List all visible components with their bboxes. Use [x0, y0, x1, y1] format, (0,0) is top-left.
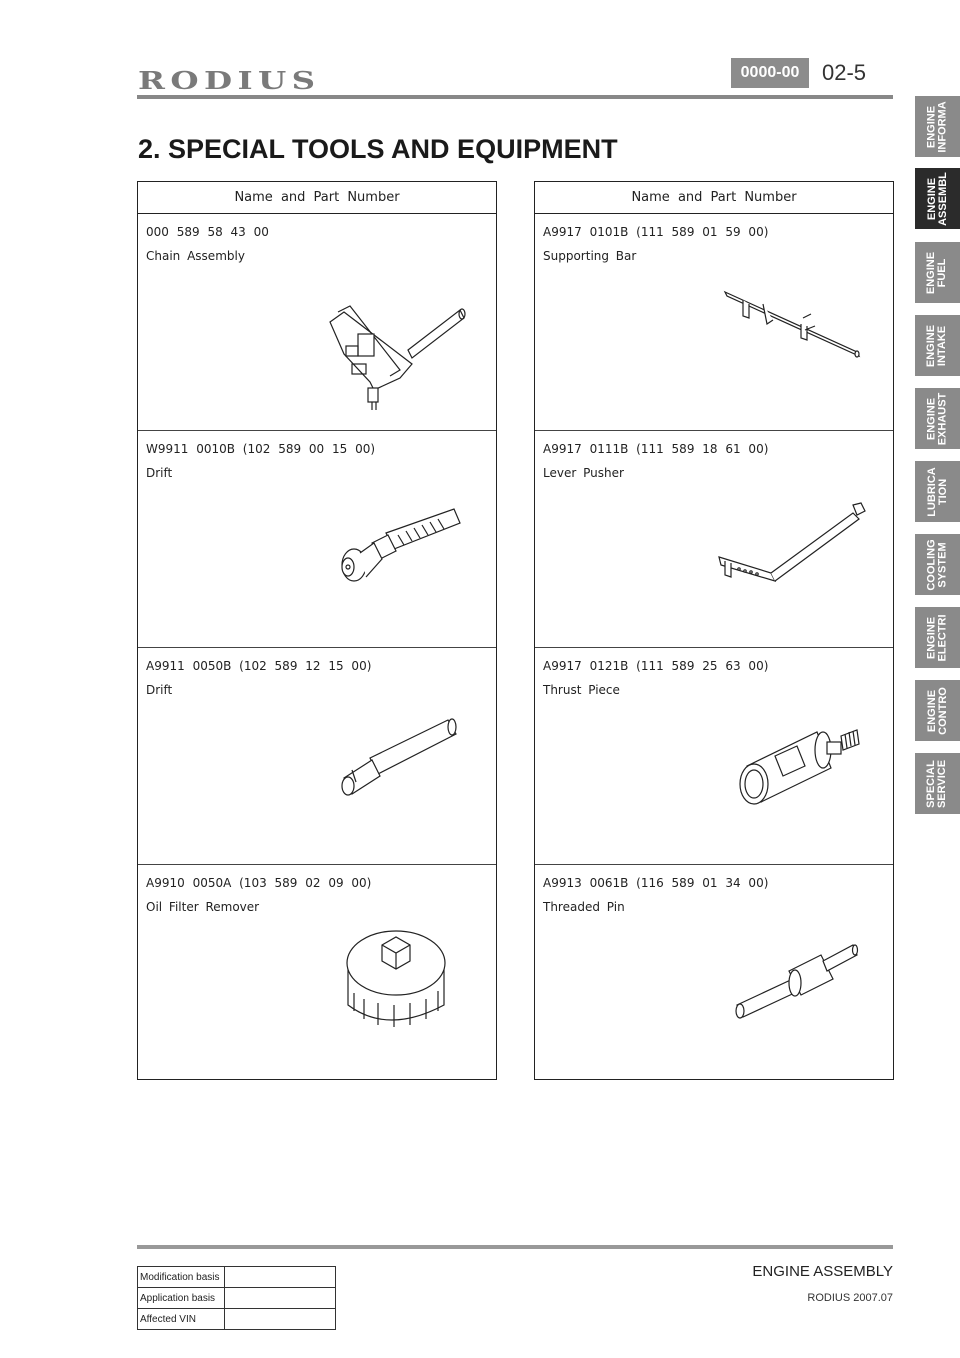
section-code-badge: 0000-00: [731, 58, 809, 88]
application-basis-value: [225, 1288, 336, 1309]
tab-lubrication[interactable]: LUBRICA TION: [915, 461, 960, 522]
tool-cell: [138, 214, 496, 431]
section-title: 2. SPECIAL TOOLS AND EQUIPMENT: [138, 134, 618, 164]
tool-name: Threaded Pin: [543, 900, 625, 914]
tool-cell: [535, 214, 893, 431]
tool-name: Oil Filter Remover: [146, 900, 260, 914]
tab-engine-exhaust[interactable]: ENGINE EXHAUST: [915, 388, 960, 449]
affected-vin-label: Affected VIN: [138, 1309, 225, 1330]
tool-cell: [138, 431, 496, 648]
part-number: A9910 0050A (103 589 02 09 00): [146, 876, 372, 890]
tab-engine-electrical[interactable]: ENGINE ELECTRI: [915, 607, 960, 668]
part-number: A9911 0050B (102 589 12 15 00): [146, 659, 372, 673]
lever-pusher-illustration: [535, 431, 891, 648]
part-number: A9917 0111B (111 589 18 61 00): [543, 442, 769, 456]
tab-engine-assembly[interactable]: ENGINE ASSEMBL: [915, 168, 960, 229]
tool-cell: [535, 431, 893, 648]
threaded-pin-illustration: [535, 865, 891, 1082]
modification-table: [137, 1266, 336, 1330]
modification-basis-label: Modification basis: [138, 1267, 225, 1288]
supporting-bar-illustration: [535, 214, 891, 431]
tool-name: Lever Pusher: [543, 466, 624, 480]
page-number: 02-5: [822, 60, 867, 85]
tools-table-right: [534, 181, 894, 1080]
affected-vin-value: [225, 1309, 336, 1330]
tool-cell: [138, 648, 496, 865]
tool-name: Supporting Bar: [543, 249, 637, 263]
oil-filter-remover-illustration: [138, 865, 498, 1082]
tab-cooling-system[interactable]: COOLING SYSTEM: [915, 534, 960, 595]
thrust-piece-illustration: [535, 648, 891, 865]
tools-table-left: [137, 181, 497, 1080]
table-header: Name and Part Number: [138, 182, 496, 214]
drift-illustration: [138, 648, 498, 865]
tab-engine-fuel[interactable]: ENGINE FUEL: [915, 242, 960, 303]
table-header: Name and Part Number: [535, 182, 893, 214]
modification-basis-value: [225, 1267, 336, 1288]
tool-cell: [535, 648, 893, 865]
tab-special-service[interactable]: SPECIAL SERVICE: [915, 753, 960, 814]
tool-name: Thrust Piece: [543, 683, 620, 697]
table-row: [138, 1288, 336, 1309]
table-row: [138, 1309, 336, 1330]
part-number: A9917 0101B (111 589 01 59 00): [543, 225, 769, 239]
table-row: [138, 1267, 336, 1288]
tab-engine-control[interactable]: ENGINE CONTRO: [915, 680, 960, 741]
part-number: A9917 0121B (111 589 25 63 00): [543, 659, 769, 673]
footer-rule: [137, 1245, 893, 1249]
brand-logo: RODIUS: [138, 66, 321, 95]
footer-title: ENGINE ASSEMBLY: [752, 1263, 893, 1280]
tab-engine-information[interactable]: ENGINE INFORMA: [915, 96, 960, 157]
tool-name: Chain Assembly: [146, 249, 245, 263]
part-number: A9913 0061B (116 589 01 34 00): [543, 876, 769, 890]
footer-date: RODIUS 2007.07: [807, 1292, 893, 1304]
drift-illustration: [138, 431, 498, 648]
application-basis-label: Application basis: [138, 1288, 225, 1309]
tool-name: Drift: [146, 466, 173, 480]
tab-engine-intake[interactable]: ENGINE INTAKE: [915, 315, 960, 376]
part-number: 000 589 58 43 00: [146, 225, 269, 239]
tool-cell: [138, 865, 496, 1082]
tool-name: Drift: [146, 683, 173, 697]
tool-cell: [535, 865, 893, 1082]
chain-assembly-illustration: [138, 214, 498, 431]
part-number: W9911 0010B (102 589 00 15 00): [146, 442, 376, 456]
header-rule: [137, 95, 893, 99]
